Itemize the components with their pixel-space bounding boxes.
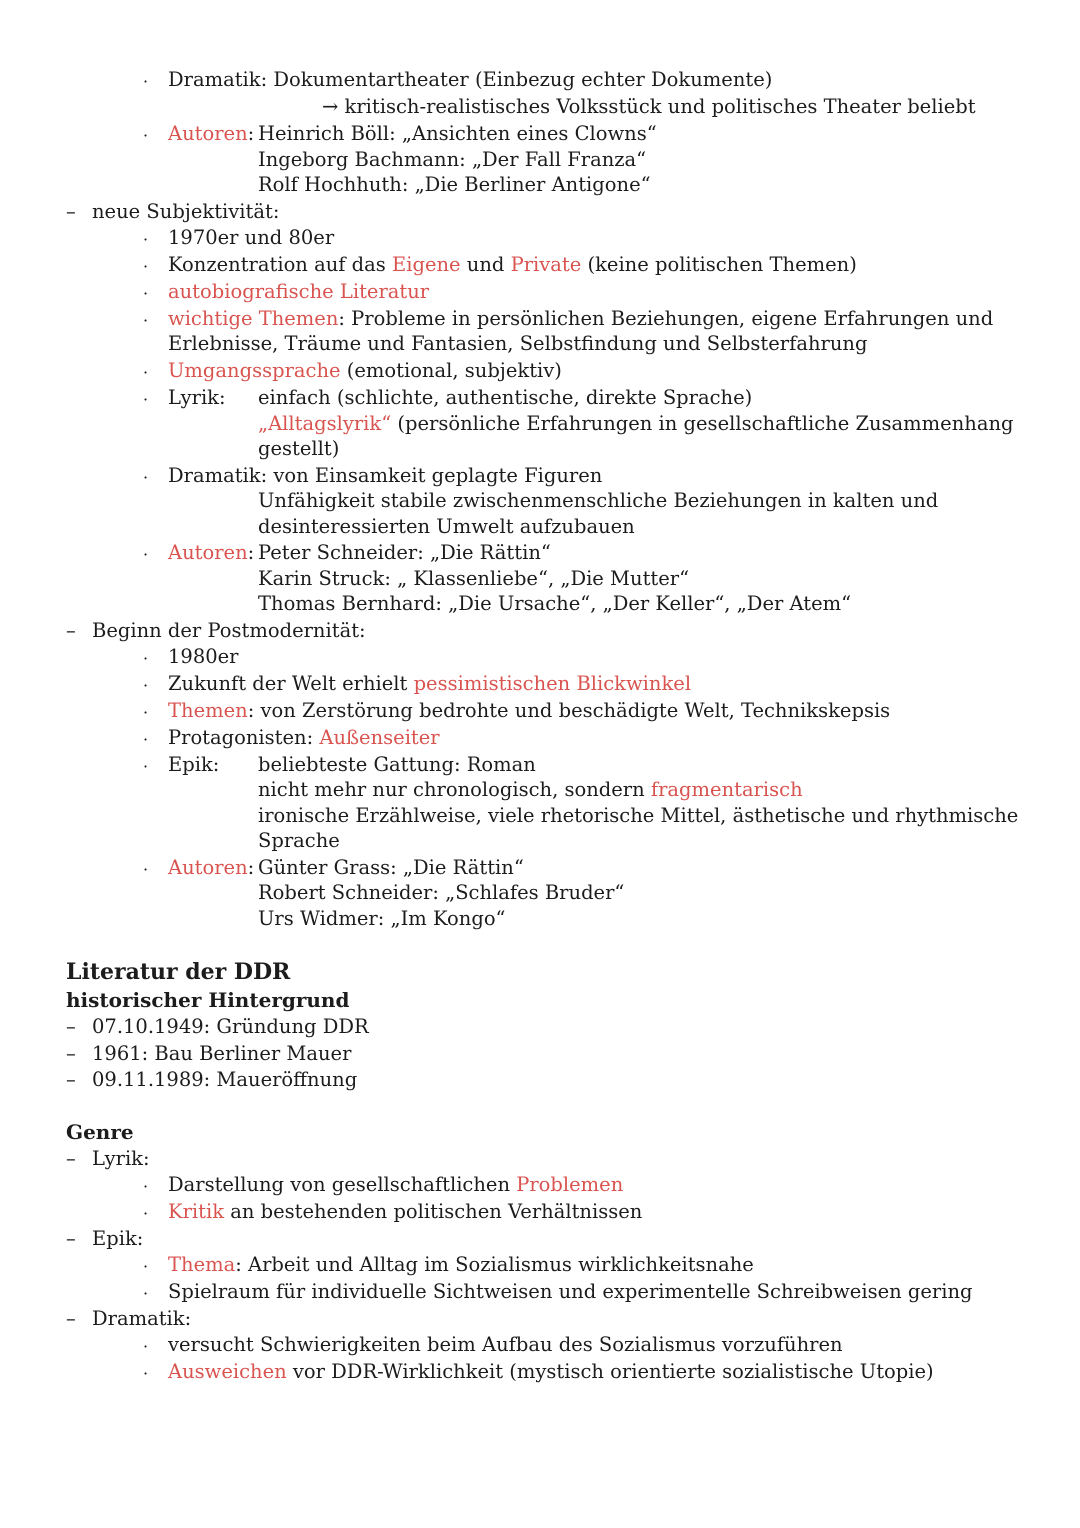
label: Autoren [168, 541, 248, 564]
value: Dokumentartheater (Einbezug echter Dokumente) [273, 68, 773, 91]
bullet: · [143, 230, 149, 249]
bullet: · [143, 545, 149, 564]
label: Autoren [168, 856, 248, 879]
list-item [168, 1202, 642, 1222]
bullet: · [143, 72, 149, 91]
text: vor DDR-Wirklichkeit (mystisch orientierte sozialistische Utopie) [286, 1360, 934, 1383]
bullet: · [143, 757, 149, 776]
author-entry: Ingeborg Bachmann: „Der Fall Franza“ [258, 148, 647, 171]
author-entry: Rolf Hochhuth: „Die Berliner Antigone“ [258, 173, 651, 196]
arrow-icon: → [322, 95, 339, 118]
genre-epik: Epik: [92, 1227, 144, 1250]
dash: – [66, 1307, 76, 1330]
hist-item: 1961: Bau Berliner Mauer [92, 1042, 352, 1065]
authors-label-3 [168, 858, 254, 878]
author-entry: Urs Widmer: „Im Kongo“ [258, 907, 506, 930]
bullet: · [143, 1257, 149, 1276]
bullet: · [143, 257, 149, 276]
list-item-cont: ironische Erzählweise, viele rhetorische Mittel, ästhetische und rhythmische [258, 804, 1019, 827]
list-item: 1970er und 80er [168, 226, 335, 249]
hist-item: 07.10.1949: Gründung DDR [92, 1015, 369, 1038]
text: Darstellung von gesellschaftlichen [168, 1173, 517, 1196]
list-item [168, 1255, 754, 1275]
text: an bestehenden politischen Verhältnissen [224, 1200, 643, 1223]
list-item-cont [258, 414, 1014, 434]
bullet: · [143, 1364, 149, 1383]
highlight: Private [510, 253, 582, 276]
label: Dramatik: [168, 68, 268, 91]
list-item-cont: desinteressierten Umwelt aufzubauen [258, 515, 635, 538]
text: von Einsamkeit geplagte Figuren [273, 464, 603, 487]
list-item: versucht Schwierigkeiten beim Aufbau des Sozialismus vorzuführen [168, 1333, 843, 1356]
author-entry: Günter Grass: „Die Rättin“ [258, 856, 524, 879]
bullet: · [143, 363, 149, 382]
heading-hist: historischer Hintergrund [66, 988, 350, 1012]
dash: – [66, 1015, 76, 1038]
section-title-neue-subjektivitaet: neue Subjektivität: [92, 200, 280, 223]
dash: – [66, 1147, 76, 1170]
bullet: · [143, 1204, 149, 1223]
text: (persönliche Erfahrungen in gesellschaftliche Zusammenhang [391, 412, 1014, 435]
bullet: · [143, 284, 149, 303]
text: (keine politischen Themen) [581, 253, 857, 276]
bullet: · [143, 703, 149, 722]
dash: – [66, 1042, 76, 1065]
list-item [168, 255, 857, 275]
list-item [168, 728, 440, 748]
highlight: Außenseiter [319, 726, 440, 749]
list-item: Spielraum für individuelle Sichtweisen und experimentelle Schreibweisen gering [168, 1280, 973, 1303]
bullet: · [143, 1337, 149, 1356]
genre-dramatik: Dramatik: [92, 1307, 192, 1330]
highlight: Eigene [391, 253, 461, 276]
dash: – [66, 1227, 76, 1250]
text: Konzentration auf das [168, 253, 392, 276]
text: (emotional, subjektiv) [340, 359, 562, 382]
authors-label-2 [168, 543, 254, 563]
dash: – [66, 200, 76, 223]
list-item [168, 1362, 934, 1382]
drama-doc-line [168, 70, 772, 90]
list-item-cont [258, 780, 803, 800]
text: : von Zerstörung bedrohte und beschädigte Welt, Technikskepsis [247, 699, 891, 722]
list-item [168, 701, 890, 721]
list-item: einfach (schlichte, authentische, direkte Sprache) [258, 386, 753, 409]
text: nicht mehr nur chronologisch, sondern [258, 778, 651, 801]
list-item [168, 361, 562, 381]
list-item [168, 309, 993, 329]
arrow-text: kritisch-realistisches Volksstück und politisches Theater beliebt [344, 95, 976, 118]
colon: : [247, 122, 255, 145]
highlight: fragmentarisch [650, 778, 803, 801]
highlight: pessimistischen Blickwinkel [413, 672, 692, 695]
genre-lyrik: Lyrik: [92, 1147, 150, 1170]
highlight: Ausweichen [168, 1360, 287, 1383]
highlight: Themen [168, 699, 248, 722]
heading-ddr: Literatur der DDR [66, 959, 291, 985]
bullet: · [143, 468, 149, 487]
bullet: · [143, 649, 149, 668]
text: Zukunft der Welt erhielt [168, 672, 414, 695]
list-item-cont: Erlebnisse, Träume und Fantasien, Selbstfindung und Selbsterfahrung [168, 332, 868, 355]
author-entry: Thomas Bernhard: „Die Ursache“, „Der Keller“, „Der Atem“ [258, 592, 852, 615]
lyrik-label: Lyrik: [168, 386, 226, 409]
text: : Probleme in persönlichen Beziehungen, eigene Erfahrungen und [338, 307, 994, 330]
label: Autoren [168, 122, 248, 145]
text: und [460, 253, 511, 276]
bullet: · [143, 126, 149, 145]
bullet: · [143, 676, 149, 695]
list-item [168, 466, 602, 486]
highlight: wichtige Themen [168, 307, 339, 330]
bullet: · [143, 1177, 149, 1196]
authors-label-1 [168, 124, 254, 144]
list-item: beliebteste Gattung: Roman [258, 753, 536, 776]
highlight: „Alltagslyrik“ [258, 412, 392, 435]
text: Protagonisten: [168, 726, 320, 749]
section-title-postmodernitaet: Beginn der Postmodernität: [92, 619, 366, 642]
author-entry: Robert Schneider: „Schlafes Bruder“ [258, 881, 625, 904]
list-item [168, 1175, 623, 1195]
highlight: Kritik [168, 1200, 225, 1223]
colon: : [247, 541, 255, 564]
bullet: · [143, 390, 149, 409]
bullet: · [143, 1284, 149, 1303]
list-item-cont: Sprache [258, 829, 340, 852]
dash: – [66, 619, 76, 642]
author-entry: Peter Schneider: „Die Rättin“ [258, 541, 551, 564]
bullet: · [143, 730, 149, 749]
bullet: · [143, 860, 149, 879]
highlight: Thema [168, 1253, 236, 1276]
highlight: Umgangssprache [168, 359, 341, 382]
dash: – [66, 1068, 76, 1091]
list-item-cont: Unfähigkeit stabile zwischenmenschliche Beziehungen in kalten und [258, 489, 939, 512]
hist-item: 09.11.1989: Maueröffnung [92, 1068, 358, 1091]
epik-label: Epik: [168, 753, 220, 776]
bullet: · [143, 311, 149, 330]
label: Dramatik: [168, 464, 268, 487]
list-item-cont: gestellt) [258, 437, 340, 460]
colon: : [247, 856, 255, 879]
list-item: 1980er [168, 645, 239, 668]
heading-genre: Genre [66, 1120, 134, 1144]
text: : Arbeit und Alltag im Sozialismus wirklichkeitsnahe [235, 1253, 754, 1276]
list-item: autobiografische Literatur [168, 280, 430, 303]
drama-doc-arrow-line [322, 97, 976, 117]
author-entry: Heinrich Böll: „Ansichten eines Clowns“ [258, 122, 657, 145]
list-item [168, 674, 691, 694]
author-entry: Karin Struck: „ Klassenliebe“, „Die Mutter“ [258, 567, 690, 590]
highlight: Problemen [516, 1173, 624, 1196]
